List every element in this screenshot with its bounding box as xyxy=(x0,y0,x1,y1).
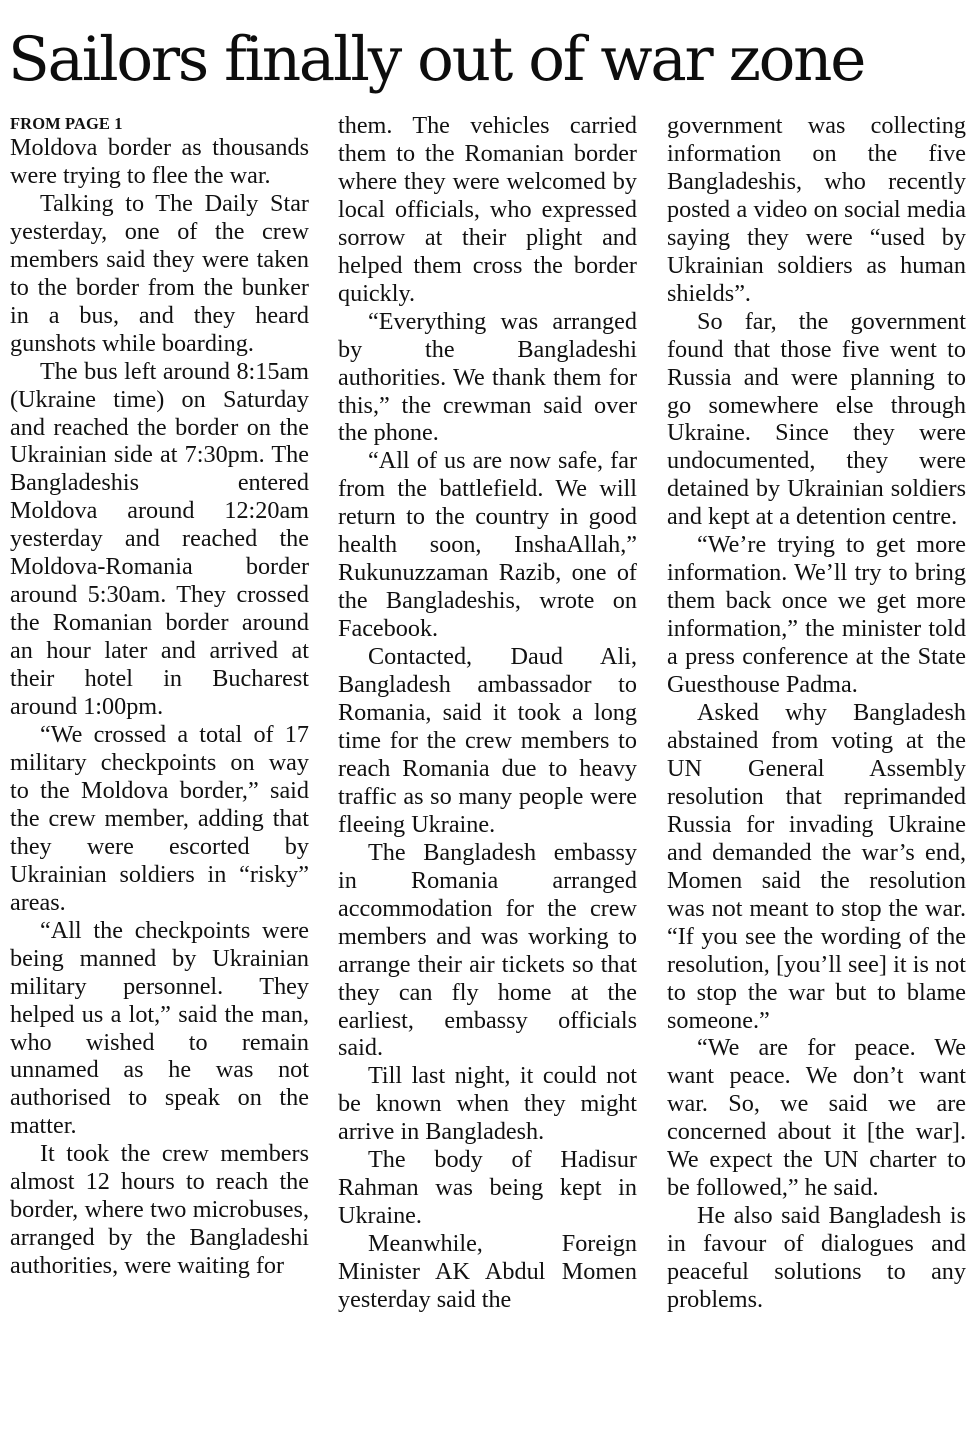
paragraph: government was collecting information on the five Bangladeshis, who recently posted a video on social media saying they were “used by Ukrainian soldiers as human shields”. xyxy=(667,112,966,307)
paragraph: “All of us are now safe, far from the battlefield. We will return to the country in good health soon, InshaAllah,” Rukunuzzaman Razib, one of the Bangladeshis, wrote on Facebook. xyxy=(338,447,637,643)
paragraph: “All the checkpoints were being manned by Ukrainian military personnel. They helped us a lot,” said the man, who wished to remain unnamed as he was not authorised to speak on the matter. xyxy=(10,916,309,1140)
paragraph: them. The vehicles carried them to the Romanian border where they were welcomed by local officials, who expressed sorrow at their plight and helped them cross the border quickly. xyxy=(338,112,637,307)
paragraph: The bus left around 8:15am (Ukraine time) on Saturday and reached the border on the Ukrainian side at 7:30pm. The Bangladeshis entered Moldova around 12:20am yesterday and reached the Moldova-Romania border around 5:30am. They crossed the Romanian border around an hour later and arrived at their hotel in Bucharest around 1:00pm. xyxy=(10,357,309,721)
paragraph: Talking to The Daily Star yesterday, one of the crew members said they were taken to the border from the bunker in a bus, and they heard gunshots while boarding. xyxy=(10,189,309,357)
article-column-3 xyxy=(667,112,966,1314)
paragraph: It took the crew members almost 12 hours to reach the border, where two microbuses, arranged by the Bangladeshi authorities, were waiting for xyxy=(10,1140,309,1280)
paragraph: So far, the government found that those five went to Russia and were planning to go somewhere else through Ukraine. Since they were undocumented, they were detained by Ukrainian soldiers and kept at a detention centre. xyxy=(667,307,966,531)
paragraph: The Bangladesh embassy in Romania arranged accommodation for the crew members and was working to arrange their air tickets so that they can fly home at the earliest, embassy officials said. xyxy=(338,838,637,1062)
paragraph: Meanwhile, Foreign Minister AK Abdul Momen yesterday said the xyxy=(338,1230,637,1314)
paragraph: Till last night, it could not be known when they might arrive in Bangladesh. xyxy=(338,1062,637,1146)
paragraph: “We’re trying to get more information. We’ll try to bring them back once we get more information,” the minister told a press conference at the State Guesthouse Padma. xyxy=(667,531,966,699)
paragraph: “Everything was arranged by the Bangladeshi authorities. We thank them for this,” the crewman said over the phone. xyxy=(338,307,637,447)
paragraph: Asked why Bangladesh abstained from voting at the UN General Assembly resolution that reprimanded Russia for invading Ukraine and demanded the war’s end, Momen said the resolution was not meant to stop the war. “If you see the wording of the resolution, [you’ll see] it is not to stop the war but to blame someone.” xyxy=(667,699,966,1034)
article-column-1 xyxy=(10,114,309,1280)
paragraph: Moldova border as thousands were trying to flee the war. xyxy=(10,134,309,189)
paragraph: The body of Hadisur Rahman was being kept in Ukraine. xyxy=(338,1146,637,1230)
paragraph: “We crossed a total of 17 military checkpoints on way to the Moldova border,” said the crew member, adding that they were escorted by Ukrainian soldiers in “risky” areas. xyxy=(10,721,309,916)
headline: Sailors finally out of war zone xyxy=(8,24,865,95)
paragraph: Contacted, Daud Ali, Bangladesh ambassador to Romania, said it took a long time for the crew members to reach Romania due to heavy traffic as so many people were fleeing Ukraine. xyxy=(338,643,637,838)
paragraph: He also said Bangladesh is in favour of dialogues and peaceful solutions to any problems. xyxy=(667,1202,966,1314)
paragraph: “We are for peace. We want peace. We don’t want war. So, we said we are concerned about it [the war]. We expect the UN charter to be followed,” he said. xyxy=(667,1034,966,1202)
article-column-2 xyxy=(338,112,637,1314)
kicker: FROM PAGE 1 xyxy=(10,114,123,133)
